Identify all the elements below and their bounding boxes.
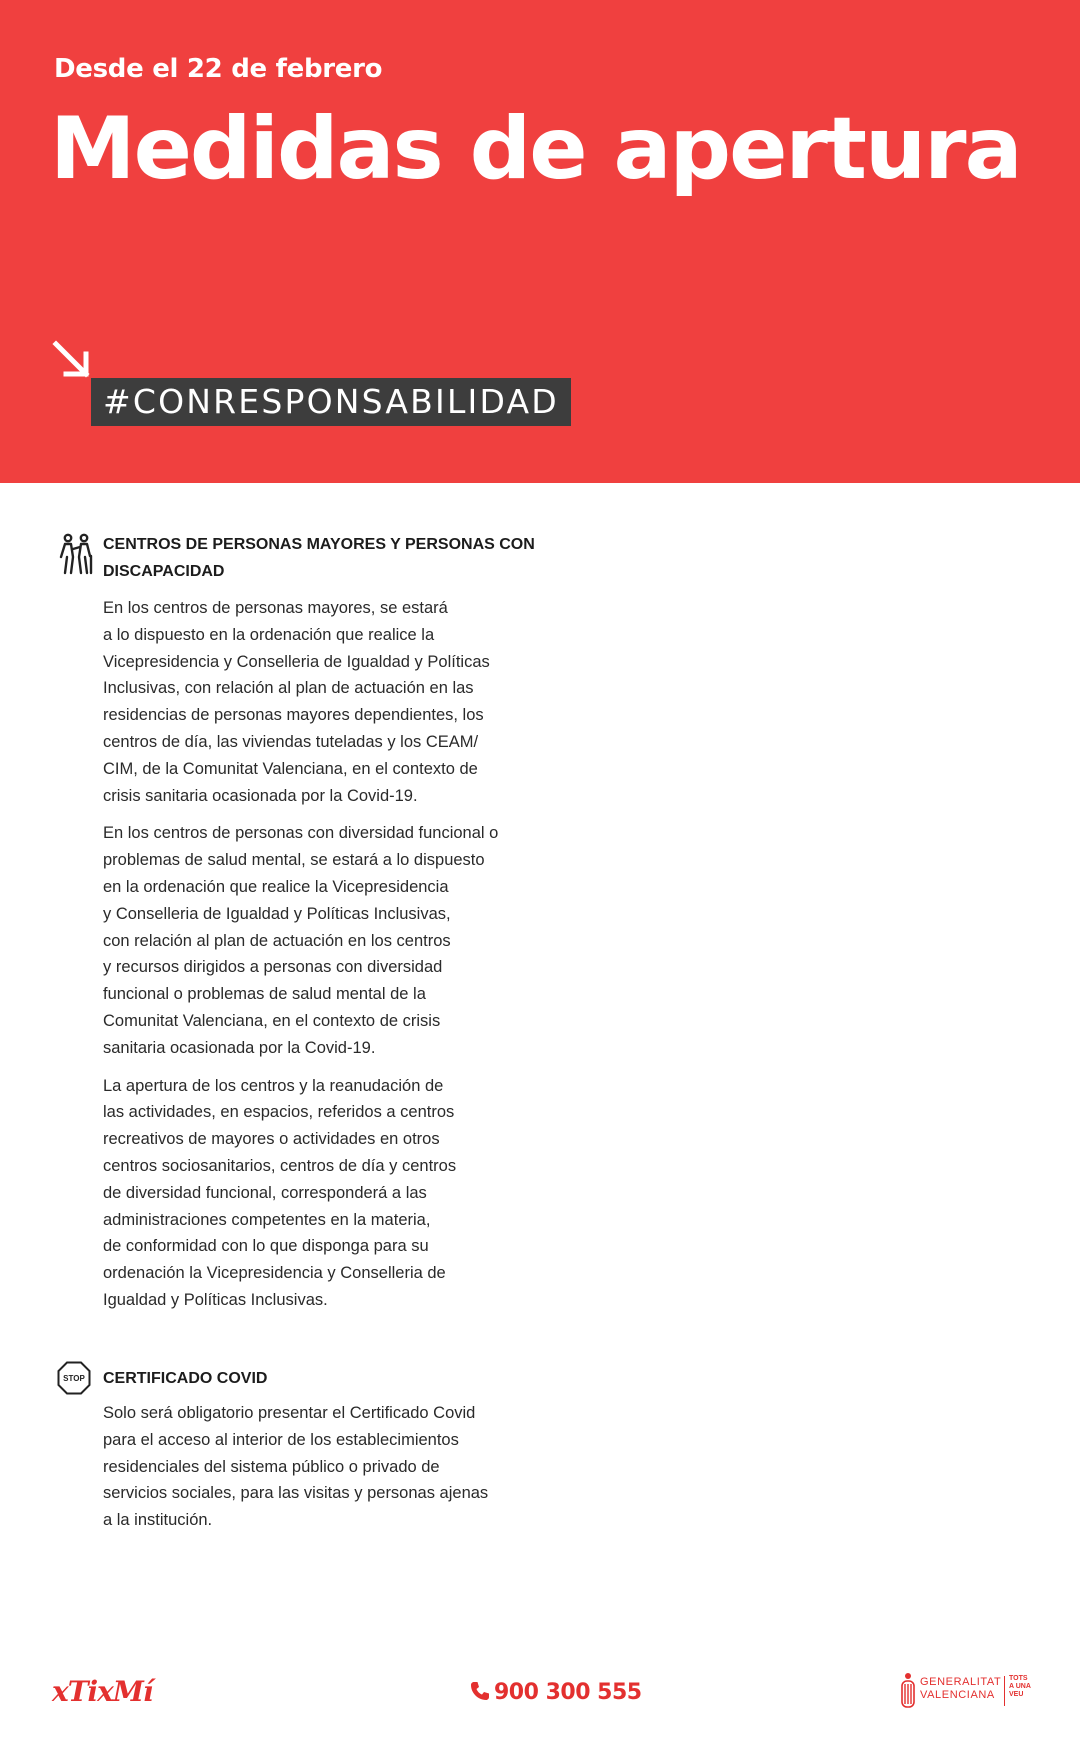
section-title: CERTIFICADO COVID [103,1370,268,1387]
section-certificado [103,1365,563,1534]
hashtag-label: #CONRESPONSABILIDAD [91,378,571,426]
stop-sign-label: STOP [63,1374,85,1383]
xtixmi-logo: xTixMí [52,1675,153,1708]
section-centros [103,531,563,1314]
page-title: Medidas de apertura [50,99,1021,199]
section-title: CENTROS DE PERSONAS MAYORES Y PERSONAS CON DISCAPACIDAD [103,536,535,580]
paragraph: En los centros de personas mayores, se estará a lo dispuesto en la ordenación que realice la Vicepresidencia y Conselleria de Igualdad y Políticas Inclusivas, con relación al plan de actuación en las residencias de personas mayores dependientes, los centros de día, las viviendas tuteladas y los CEAM/ CIM, de la Comunitat Valenciana, en el contexto de crisis sanitaria ocasionada por la Covid-19. [103,599,490,805]
paragraph: En los centros de personas con diversidad funcional o problemas de salud mental, se estará a lo dispuesto en la ordenación que realice la Vicepresidencia y Conselleria de Igualdad y Políticas Inclusivas, con relación al plan de actuación en los centros y recursos dirigidos a personas con diversidad funcional o problemas de salud mental de la Comunitat Valenciana, en el contexto de crisis sanitaria ocasionada por la Covid-19. [103,824,499,1057]
divider [1004,1676,1005,1706]
paragraph: La apertura de los centros y la reanudación de las actividades, en espacios, referidos a centros recreativos de mayores o actividades en otros centros sociosanitarios, centros de día y centros de diversidad funcional, corresponderá a las administraciones competentes en la materia, de conformidad con lo que disponga para su ordenación la Vicepresidencia y Conselleria de Igualdad y Políticas Inclusivas. [103,1076,457,1309]
header-subtitle: Desde el 22 de febrero [54,54,383,84]
elderly-people-icon [57,533,95,575]
stop-sign-icon [57,1361,91,1395]
header-banner [0,0,1080,483]
generalitat-valenciana-logo: GENERALITAT VALENCIANA TOTS A UNA VEU [898,1670,1034,1714]
paragraph: Solo será obligatorio presentar el Certificado Covid para el acceso al interior de los establecimientos residenciales del sistema público o privado de servicios sociales, para las visitas y personas ajenas a la institución. [103,1404,489,1530]
coat-of-arms-icon [900,1672,916,1710]
arrow-down-right-icon [52,340,92,380]
phone-number[interactable]: 900 300 555 [470,1680,642,1705]
tots-a-una-veu-label: TOTS A UNA VEU [1009,1675,1031,1698]
phone-icon [470,1681,490,1701]
